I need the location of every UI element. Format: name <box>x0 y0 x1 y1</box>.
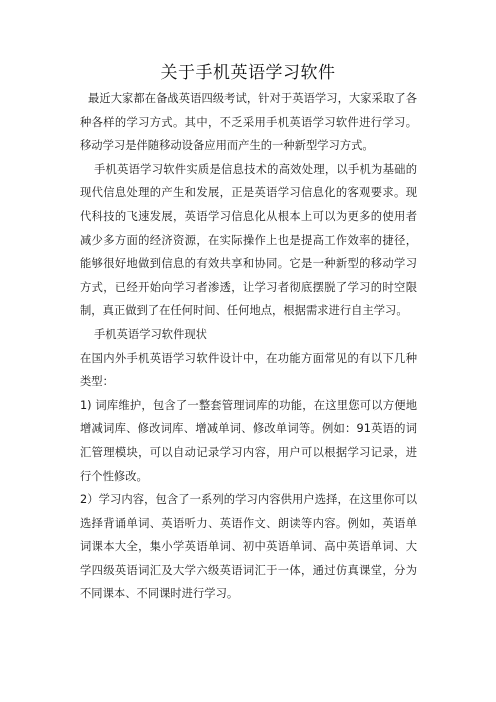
document-title: 关于手机英语学习软件 <box>160 63 336 83</box>
paragraph-intro: 最近大家都在备战英语四级考试，针对于英语学习，大家采取了各种各样的学习方式。其中，不乏采用手机英语学习软件进行学习。移动学习是伴随移动设备应用而产生的一种新型学习方式。 <box>80 92 417 153</box>
list-item-content: 2）学习内容，包含了一系列的学习内容供用户选择，在这里你可以选择背诵单词、英语听力、英语作文、朗读等内容。例如，英语单词课本大全，集小学英语单词、初中英语单词、高中英语单词、大学四级英语词汇及大学六级英语词汇于一体，通过仿真课堂，分为不同课本、不同课时进行学习。 <box>80 493 417 601</box>
list-item-vocabulary: 1) 词库维护，包含了一整套管理词库的功能，在这里您可以方便地增减词库、修改词库、增减单词、修改单词等。例如：91英语的词汇管理模块，可以自动记录学习内容，用户可以根据学习记录，进行个性修改。 <box>80 398 417 483</box>
section-subheading: 手机英语学习软件现状 <box>94 327 207 341</box>
paragraph-types-intro: 在国内外手机英语学习软件设计中，在功能方面常见的有以下几种类型： <box>80 351 417 389</box>
paragraph-definition: 手机英语学习软件实质是信息技术的高效处理，以手机为基础的现代信息处理的产生和发展，正是英语学习信息化的客观要求。现代科技的飞速发展，英语学习信息化从根本上可以为更多的使用者减少多方面的经济资源，在实际操作上也是提高工作效率的捷径，能够很好地做到信息的有效共享和协同。它是一种新型的移动学习方式，已经开始向学习者渗透，让学习者彻底摆脱了学习的时空限制，真正做到了在任何时间、任何地点，根据需求进行自主学习。 <box>80 162 417 318</box>
document-body <box>80 87 417 606</box>
